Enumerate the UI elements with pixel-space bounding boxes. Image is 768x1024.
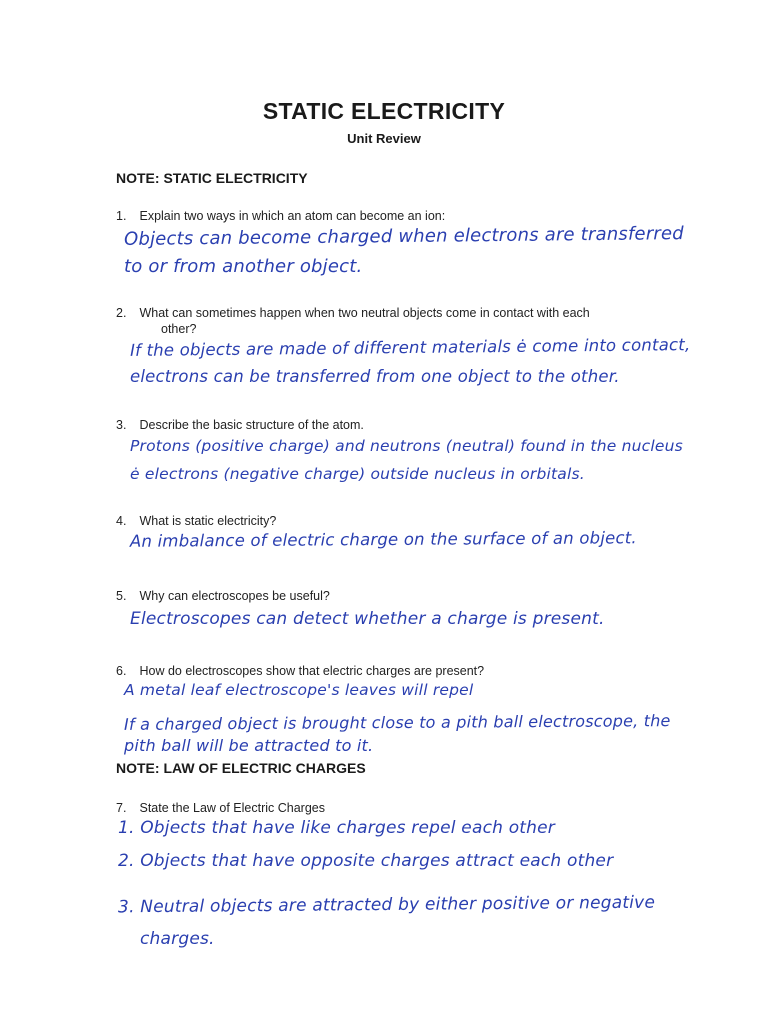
question-1 — [116, 208, 445, 224]
page-subtitle: Unit Review — [347, 131, 421, 146]
question-3 — [116, 417, 364, 433]
question-number: 1. — [116, 209, 127, 223]
answer-6-line-2: If a charged object is brought close to a pith ball electroscope, the — [123, 711, 671, 734]
question-text: Why can electroscopes be useful? — [139, 589, 330, 603]
answer-5-line-1: Electroscopes can detect whether a charge is present. — [130, 609, 605, 629]
answer-6-line-3: pith ball will be attracted to it. — [124, 736, 374, 755]
question-4 — [116, 513, 276, 529]
answer-7-line-4: charges. — [140, 929, 215, 949]
question-text: State the Law of Electric Charges — [139, 801, 325, 815]
question-number: 4. — [116, 514, 127, 528]
answer-4-line-1: An imbalance of electric charge on the surface of an object. — [129, 528, 637, 551]
answer-3-line-1: Protons (positive charge) and neutrons (neutral) found in the nucleus — [130, 437, 683, 455]
answer-7-line-3: 3. Neutral objects are attracted by either positive or negative — [117, 892, 656, 918]
question-number: 6. — [116, 664, 127, 678]
section-heading-law-of-electric-charges: NOTE: LAW OF ELECTRIC CHARGES — [116, 760, 366, 776]
question-text: Describe the basic structure of the atom. — [139, 418, 364, 432]
answer-2-line-1: If the objects are made of different materials ė come into contact, — [129, 335, 691, 360]
answer-7-line-2: 2. Objects that have opposite charges attract each other — [118, 851, 614, 871]
page-title: STATIC ELECTRICITY — [262, 98, 506, 124]
question-number: 7. — [116, 801, 127, 815]
question-text: Explain two ways in which an atom can become an ion: — [139, 209, 446, 223]
answer-6-line-1: A metal leaf electroscope's leaves will repel — [124, 681, 474, 699]
question-text: What is static electricity? — [139, 514, 277, 528]
question-2 — [116, 305, 590, 337]
question-number: 2. — [116, 306, 127, 320]
answer-1-line-1: Objects can become charged when electrons are transferred — [123, 223, 684, 250]
question-text-continued: other? — [161, 322, 197, 336]
question-7 — [116, 800, 325, 816]
answer-2-line-2: electrons can be transferred from one object to the other. — [130, 367, 620, 386]
answer-1-line-2: to or from another object. — [124, 256, 363, 277]
question-text: How do electroscopes show that electric charges are present? — [139, 664, 485, 678]
answer-7-line-1: 1. Objects that have like charges repel each other — [118, 818, 556, 838]
section-heading-static-electricity: NOTE: STATIC ELECTRICITY — [116, 170, 308, 186]
answer-3-line-2: ė electrons (negative charge) outside nucleus in orbitals. — [130, 465, 585, 483]
question-number: 3. — [116, 418, 127, 432]
question-number: 5. — [116, 589, 127, 603]
question-text: What can sometimes happen when two neutral objects come in contact with each — [139, 306, 590, 320]
question-5 — [116, 588, 330, 604]
question-6 — [116, 663, 484, 679]
